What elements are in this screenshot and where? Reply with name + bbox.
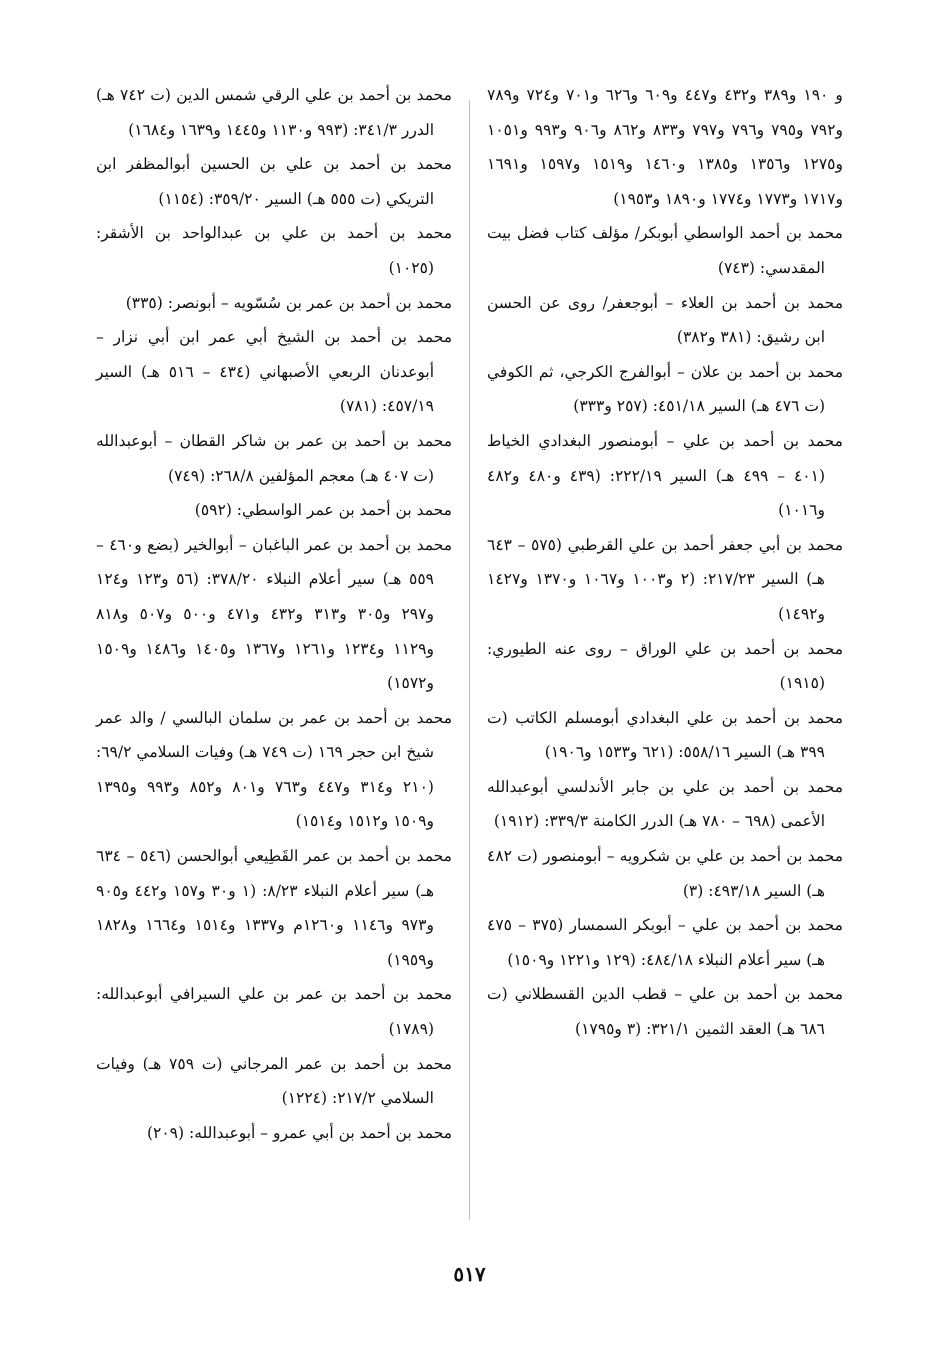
index-entry: محمد بن أحمد بن علي – أبومنصور البغدادي الخياط (٤٠١ – ٤٩٩ هـ) السير ٢٢٢/١٩: (٤٣٩ و٤٨٠ و٤٨٢ و١٠١٦) xyxy=(487,431,843,520)
index-entry: محمد بن أبي جعفر أحمد بن علي القرطبي (٥٧٥ – ٦٤٣ هـ) السير ٢١٧/٢٣: (٢ و١٠٠٣ و١٠٦٧ و١٣٧٠ و١٤٢٧ و١٤٩٢) xyxy=(487,535,843,623)
column-divider xyxy=(469,100,470,1220)
index-entry: محمد بن أحمد بن علي – قطب الدين القسطلاني (ت ٦٨٦ هـ) العقد الثمين ٣٢١/١: (٣ و١٧٩٥) xyxy=(487,985,843,1039)
index-entry: محمد بن أحمد بن الشيخ أبي عمر ابن أبي نزار – أبوعدنان الربعي الأصبهاني (٤٣٤ – ٥١٦ هـ) السير ٤٥٧/١٩: (٧٨١) xyxy=(96,328,452,416)
index-entry: محمد بن أحمد بن عمر بن علي السيرافي أبوعبدالله: (١٧٨٩) xyxy=(96,985,452,1039)
index-entry: محمد بن أحمد بن عمر الواسطي: (٥٩٢) xyxy=(194,501,452,520)
index-entry: محمد بن أحمد بن عمر المرجاني (ت ٧٥٩ هـ) وفيات السلامي ٢١٧/٢: (١٢٢٤) xyxy=(96,1054,452,1108)
index-entry: محمد بن أحمد الواسطي أبوبكر/ مؤلف كتاب فضل بيت المقدسي: (٧٤٣) xyxy=(487,224,843,277)
index-entry: محمد بن أحمد بن علي – أبوبكر السمسار (٣٧٥ – ٤٧٥ هـ) سير أعلام النبلاء ٤٨٤/١٨: (١٢٩ و١٢٢١ و١٥٠٩) xyxy=(487,916,843,969)
index-entry: محمد بن أحمد بن علي بن جابر الأندلسي أبوعبدالله الأعمى (٦٩٨ – ٧٨٠ هـ) الدرر الكامنة ٣٣٩/٣: (١٩١٢) xyxy=(487,777,843,831)
index-entry: محمد بن أحمد بن عمر بن سُسّويه – أبونصر: (٣٣٥) xyxy=(125,293,452,312)
index-entry: محمد بن أحمد بن علي الرقي شمس الدين (ت ٧٤٢ هـ) الدرر ٣٤١/٣: (٩٩٣ و١١٣٠ و١٤٤٥ و١٦٣٩ و١٦٨٤) xyxy=(96,86,452,139)
index-entry: محمد بن أحمد بن علي بن عبدالواحد بن الأشقر: (١٠٢٥) xyxy=(96,224,452,277)
index-entry: محمد بن أحمد بن علان – أبوالفرج الكرجي، ثم الكوفي (ت ٤٧٦ هـ) السير ٤٥١/١٨: (٢٥٧ و٣٣٣) xyxy=(487,362,843,416)
index-entry: محمد بن أحمد بن عمر الباغبان – أبوالخير (بضع و٤٦٠ – ٥٥٩ هـ) سير أعلام النبلاء ٣٧٨/٢٠: (٥٦ و١٢٣ و١٢٤ و٢٩٧ و٣٠٥ و٣١٣ و٤٣٢ و٤٧١ و٥٠٠ و٥٠٧ و٨١٨ و١١٢٩ و١٢٣٤ و١٢٦١ و١٣٦٧ و١٤٠٥ و١٤٨٦ و١٥٠٩ و١٥٧٢) xyxy=(96,535,453,693)
index-entry: محمد بن أحمد بن عمر بن سلمان البالسي / والد عمر شيخ ابن حجر ١٦٩ (ت ٧٤٩ هـ) وفيات السلامي ٦٩/٢: (٢١٠ و٣١٤ و٤٤٧ و٧٦٣ و٨٠١ و٨٥٢ و٩٩٣ و١٣٩٥ و١٥٠٩ و١٥١٢ و١٥١٤) xyxy=(96,708,452,831)
page-number: ٥١٧ xyxy=(453,1262,486,1286)
index-entry: محمد بن أحمد بن العلاء – أبوجعفر/ روى عن الحسن ابن رشيق: (٣٨١ و٣٨٢) xyxy=(487,293,843,347)
index-entry: محمد بن أحمد بن عمر بن شاكر القطان – أبوعبدالله (ت ٤٠٧ هـ) معجم المؤلفين ٢٦٨/٨: (٧٤٩) xyxy=(96,431,452,485)
index-entry: محمد بن أحمد بن علي البغدادي أبومسلم الكاتب (ت ٣٩٩ هـ) السير ٥٥٨/١٦: (٦٢١ و١٥٣٣ و١٩٠٦) xyxy=(487,708,843,762)
index-entry: محمد بن أحمد بن عمر القَطِيعي أبوالحسن (٥٤٦ – ٦٣٤ هـ) سير أعلام النبلاء ٨/٢٣: (١ و٣٠ و١٥٧ و٤٤٢ و٩٠٥ و٩٧٣ و١١٤٦ و١٢٦٠م و١٣٣٧ و١٥١٤ و١٦٦٤ و١٨٢٨ و١٩٥٩) xyxy=(96,847,452,969)
index-entry: محمد بن أحمد بن علي بن شكرويه – أبومنصور (ت ٤٨٢ هـ) السير ٤٩٣/١٨: (٣) xyxy=(487,847,843,900)
index-entry: محمد بن أحمد بن أبي عمرو – أبوعبدالله: (٢٠٩) xyxy=(146,1123,452,1142)
index-column-right xyxy=(487,78,843,1047)
index-entry: محمد بن أحمد بن علي الوراق – روى عنه الطيوري: (١٩١٥) xyxy=(487,639,843,693)
index-entry: و ١٩٠ و٣٨٩ و٤٣٢ و٤٤٧ و٦٠٩ و٦٢٦ و٧٠١ و٧٢٤ و٧٨٩ و٧٩٢ و٧٩٥ و٧٩٦ و٧٩٧ و٨٣٣ و٨٦٢ و٩٠٦ و٩٩٣ و١٠٥١ و١٢٧٥ و١٣٥٦ و١٣٨٥ و١٤٦٠ و١٥١٩ و١٥٩٧ و١٦٩١ و١٧١٧ و١٧٧٣ و١٧٧٤ و١٨٩٠ و١٩٥٣) xyxy=(487,86,843,208)
index-column-left xyxy=(96,78,452,1150)
index-entry: محمد بن أحمد بن علي بن الحسين أبوالمظفر ابن التريكي (ت ٥٥٥ هـ) السير ٣٥٩/٢٠: (١١٥٤) xyxy=(96,155,452,208)
